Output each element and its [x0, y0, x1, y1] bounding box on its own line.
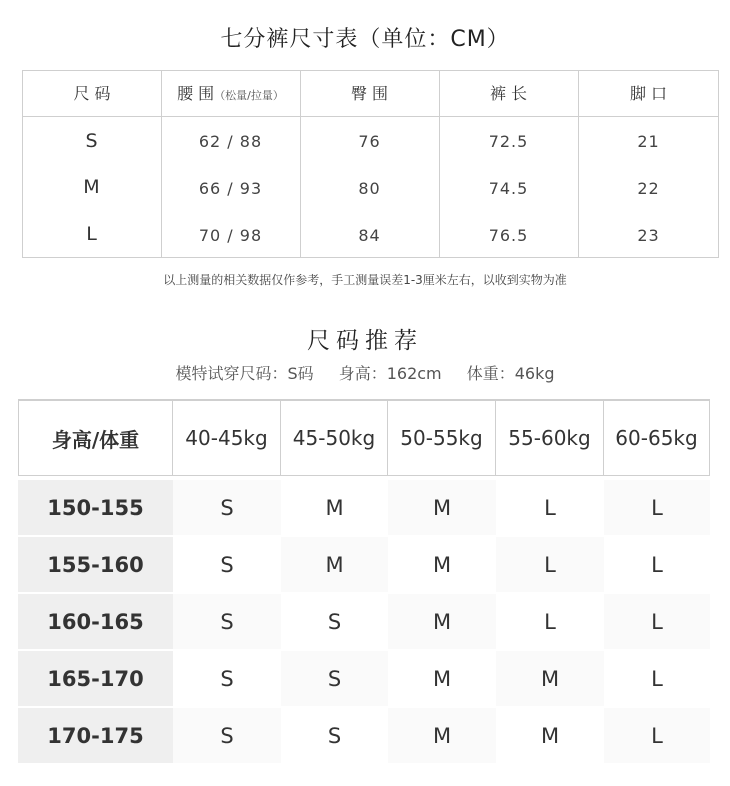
- size-cell: L: [604, 594, 710, 649]
- weight-header: 60-65kg: [604, 399, 710, 476]
- size-cell: M: [388, 537, 496, 592]
- hem-cell: 23: [637, 226, 660, 245]
- header-waist-note: （松量/拉量）: [214, 89, 284, 102]
- size-cell: M: [83, 176, 101, 198]
- size-cell: S: [281, 708, 388, 763]
- header-length: 裤 长: [489, 84, 528, 103]
- size-cell: M: [388, 651, 496, 706]
- size-cell: M: [281, 537, 388, 592]
- size-cell: L: [604, 480, 710, 535]
- recommendation-title: 尺码推荐: [307, 328, 423, 354]
- weight-header: 50-55kg: [388, 399, 496, 476]
- hip-cell: 76: [358, 132, 381, 151]
- hem-cell: 21: [637, 132, 660, 151]
- size-cell: S: [85, 130, 99, 152]
- measurement-note: 以上测量的相关数据仅作参考，手工测量误差1-3厘米左右，以收到实物为准: [163, 273, 567, 287]
- model-weight: 体重：46kg: [466, 364, 555, 383]
- model-info: [0, 361, 730, 384]
- height-row-header: 155-160: [18, 537, 173, 592]
- size-cell: L: [604, 537, 710, 592]
- height-row-header: 170-175: [18, 708, 173, 763]
- length-cell: 72.5: [488, 132, 529, 151]
- model-size: 模特试穿尺码：S码: [175, 364, 314, 383]
- size-cell: M: [496, 708, 604, 763]
- header-hip: 臀 围: [350, 84, 389, 103]
- hip-cell: 84: [358, 226, 381, 245]
- waist-cell: 70 / 98: [198, 226, 263, 245]
- size-cell: L: [496, 480, 604, 535]
- hip-cell: 80: [358, 179, 381, 198]
- size-cell: S: [281, 594, 388, 649]
- size-cell: M: [388, 708, 496, 763]
- size-cell: L: [496, 594, 604, 649]
- size-table: [22, 70, 719, 258]
- size-chart-title: 七分裤尺寸表（单位：CM）: [220, 27, 510, 52]
- header-waist: 腰 围（松量/拉量）: [177, 84, 284, 103]
- size-cell: S: [173, 651, 281, 706]
- weight-header: 55-60kg: [496, 399, 604, 476]
- height-row-header: 165-170: [18, 651, 173, 706]
- size-cell: M: [281, 480, 388, 535]
- size-cell: L: [86, 223, 98, 245]
- header-hem: 脚 口: [629, 84, 668, 103]
- length-cell: 76.5: [488, 226, 529, 245]
- size-cell: S: [173, 480, 281, 535]
- size-cell: S: [173, 594, 281, 649]
- size-cell: S: [281, 651, 388, 706]
- header-size: 尺 码: [73, 84, 111, 103]
- waist-cell: 62 / 88: [198, 132, 263, 151]
- recommendation-table: [18, 399, 710, 765]
- weight-header: 45-50kg: [281, 399, 388, 476]
- size-cell: S: [173, 537, 281, 592]
- waist-cell: 66 / 93: [198, 179, 263, 198]
- weight-header: 40-45kg: [173, 399, 281, 476]
- size-cell: L: [604, 651, 710, 706]
- size-cell: S: [173, 708, 281, 763]
- size-cell: L: [496, 537, 604, 592]
- table-corner: 身高/体重: [18, 399, 173, 476]
- hem-cell: 22: [637, 179, 660, 198]
- size-cell: M: [388, 594, 496, 649]
- length-cell: 74.5: [488, 179, 529, 198]
- size-cell: L: [604, 708, 710, 763]
- size-cell: M: [388, 480, 496, 535]
- height-row-header: 160-165: [18, 594, 173, 649]
- height-row-header: 150-155: [18, 480, 173, 535]
- model-height: 身高：162cm: [338, 364, 442, 383]
- size-cell: M: [496, 651, 604, 706]
